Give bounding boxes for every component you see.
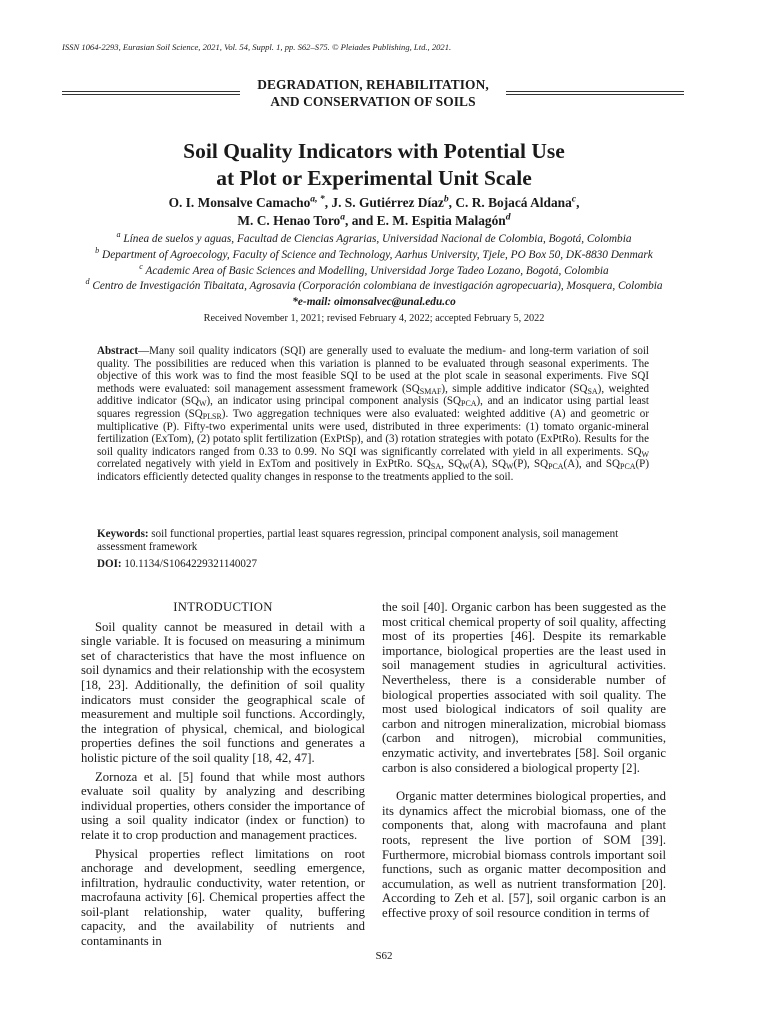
doi-link[interactable]: 10.1134/S1064229321140027 bbox=[121, 558, 257, 570]
author-name: , and E. M. Espitia Malagón bbox=[345, 213, 506, 228]
affiliations bbox=[40, 232, 708, 311]
affiliation-mark: d bbox=[85, 277, 90, 287]
body-paragraph: the soil [40]. Organic carbon has been suggested as the most critical chemical property of soil quality, affecting most of its properties [46]. Despite its remarkable importance, biological properties are the least used in soil management studies in agricultural activities. Nevertheless, there is a considerable number of biological properties associated with soil quality. The most used biological indicators of soil quality are carbon and nitrogen mineralization, microbial biomass (carbon and nitrogen), microbial communities, enzymatic activity, and invertebrates [58]. Soil organic carbon is also considered a biological property [2]. bbox=[382, 600, 666, 775]
affiliation-a bbox=[40, 232, 708, 248]
author-name: , C. R. Bojacá Aldana bbox=[448, 195, 572, 210]
affiliation-c bbox=[40, 261, 708, 280]
abstract: Abstract—Many soil quality indicators (SQI) are generally used to evaluate the medium- and long-term variation of soil quality. The possibilities are reduced when this variation is planned to be evaluated through seasonal experiments. The objective of this work was to find the most feasible SQI to be used at the plot scale in seasonal experiments. Five SQI methods were evaluated: soil management assessment framework $(SQ_{SMAF})$, simple additive indicator $(SQ_{SA})$, weighted additive indicator $(SQ_W)$, an indicator using principal component analysis $(SQ_{PCA})$, and an indicator using partial least squares regression $(SQ_{PLSR})$. Two aggregation techniques were also evaluated: weighted additive (A) and geometric or multiplicative (P). Fifty-two experimental units were used, distributed in three experiments: (1) tomato organic-mineral fertilization (ExTom), (2) potato split fertilization (ExPtSp), and (3) rotation strategies with potato (ExPtRo). Results for the soil quality indicators ranged from 0.33 to 0.99. No SQI was significantly correlated with yield in all experiments. $SQ_W$ correlated negatively with yield in ExTom and positively in ExPtRo. $SQ_{SA}$, $SQ_W(A)$, $SQ_W(P)$, $SQ_{PCA}(A)$, and $SQ_{PCA}(P)$ indicators efficiently detected quality changes in response to the treatments applied to the soil. bbox=[97, 345, 650, 483]
body-paragraph: Physical properties reflect limitations on root anchorage and development, seedling emergence, infiltration, hydraulic conductivity, water retention, or macrofauna activity [6]. Chemical properties affect the soil-plant relationship, water quality, buffering capacity, and the availability of nutrients and contaminants in bbox=[81, 846, 365, 949]
author-line-1 bbox=[60, 194, 688, 212]
affiliation-text: Department of Agroecology, Faculty of Science and Technology, Aarhus University, Tjele, PO Box 50, DK-8830 Denmark bbox=[99, 248, 653, 261]
author-affil-mark: a, * bbox=[310, 193, 325, 205]
author-line-2 bbox=[60, 212, 688, 230]
body-column-left bbox=[81, 600, 365, 949]
received-dates: Received November 1, 2021; revised February 4, 2022; accepted February 5, 2022 bbox=[203, 313, 545, 324]
keywords-text: soil functional properties, partial least squares regression, principal component analysis, soil management assessment framework bbox=[97, 528, 619, 553]
article-title-line2: at Plot or Experimental Unit Scale bbox=[216, 166, 532, 190]
author-list bbox=[60, 194, 688, 230]
author-separator: , bbox=[576, 195, 580, 210]
journal-header: ISSN 1064-2293, Eurasian Soil Science, 2021, Vol. 54, Suppl. 1, pp. S62–S75. © Pleiades Publishing, Ltd., 2021. bbox=[62, 42, 452, 52]
introduction-heading: INTRODUCTION bbox=[173, 600, 273, 614]
affiliation-d bbox=[40, 279, 708, 295]
abstract-label: Abstract bbox=[97, 345, 139, 357]
body-paragraph: Organic matter determines biological properties, and its dynamics affect the microbial biomass, one of the components that, along with macrofauna and plant roots, represent the live portion of SOM [39]. Furthermore, microbial biomass controls important soil functions, such as organic matter decomposition and accumulation, as well as nutrient transformation [20]. According to Zeh et al. [57], soil organic carbon is an effective proxy of soil resource condition in terms of bbox=[382, 789, 666, 920]
keywords bbox=[97, 528, 649, 553]
author-name: O. I. Monsalve Camacho bbox=[168, 195, 311, 210]
section-heading-line1: DEGRADATION, REHABILITATION, bbox=[257, 77, 489, 92]
section-heading-line2: AND CONSERVATION OF SOILS bbox=[270, 94, 476, 109]
doi-label: DOI: bbox=[97, 558, 122, 570]
affiliation-mark: b bbox=[95, 246, 100, 256]
affiliation-text: Centro de Investigación Tibaitata, Agrosavia (Corporación colombiana de investigación agropecuaria), Mosquera, Colombia bbox=[89, 280, 663, 293]
body-column-right bbox=[382, 600, 666, 920]
affiliation-text: Línea de suelos y aguas, Facultad de Ciencias Agrarias, Universidad Nacional de Colombia, Bogotá, Colombia bbox=[120, 233, 632, 245]
page-number: S62 bbox=[375, 950, 393, 962]
body-paragraph: Soil quality cannot be measured in detail with a single variable. It is focused on measuring a minimum set of characteristics that have the most influence on soil dynamics and their relationship with the ecosystem [18, 23]. Additionally, the definition of soil quality indicators must consider the geographical scale of measurement and multiple soil functions. Accordingly, the integration of physical, chemical, and biological properties defines the soil functions and generates a holistic picture of the soil quality [18, 42, 47]. bbox=[81, 619, 365, 765]
affiliation-mark: c bbox=[139, 261, 143, 271]
section-rule-right bbox=[506, 91, 684, 95]
body-paragraph: Zornoza et al. [5] found that while most authors evaluate soil quality by analyzing and describing individual properties, others consider the importance of using a soil quality indicator (index or function) to relate it to crop production and management practices. bbox=[81, 769, 365, 842]
article-title-line1: Soil Quality Indicators with Potential Use bbox=[183, 139, 565, 163]
affiliation-mark: a bbox=[116, 230, 121, 240]
article-title bbox=[100, 138, 648, 192]
author-affil-mark: c bbox=[571, 193, 577, 205]
section-heading bbox=[244, 76, 502, 110]
author-affil-mark: d bbox=[505, 211, 511, 223]
author-name: M. C. Henao Toro bbox=[237, 213, 341, 228]
author-affil-mark: b bbox=[443, 193, 449, 205]
author-affil-mark: a bbox=[340, 211, 346, 223]
keywords-label: Keywords: bbox=[97, 528, 149, 540]
doi bbox=[97, 558, 257, 570]
corresponding-email[interactable]: *e-mail: oimonsalvec@unal.edu.co bbox=[292, 296, 456, 309]
section-rule-left bbox=[62, 91, 240, 95]
affiliation-text: Academic Area of Basic Sciences and Modelling, Universidad Jorge Tadeo Lozano, Bogotá, Colombia bbox=[142, 264, 609, 277]
author-name: , J. S. Gutiérrez Díaz bbox=[324, 195, 444, 210]
